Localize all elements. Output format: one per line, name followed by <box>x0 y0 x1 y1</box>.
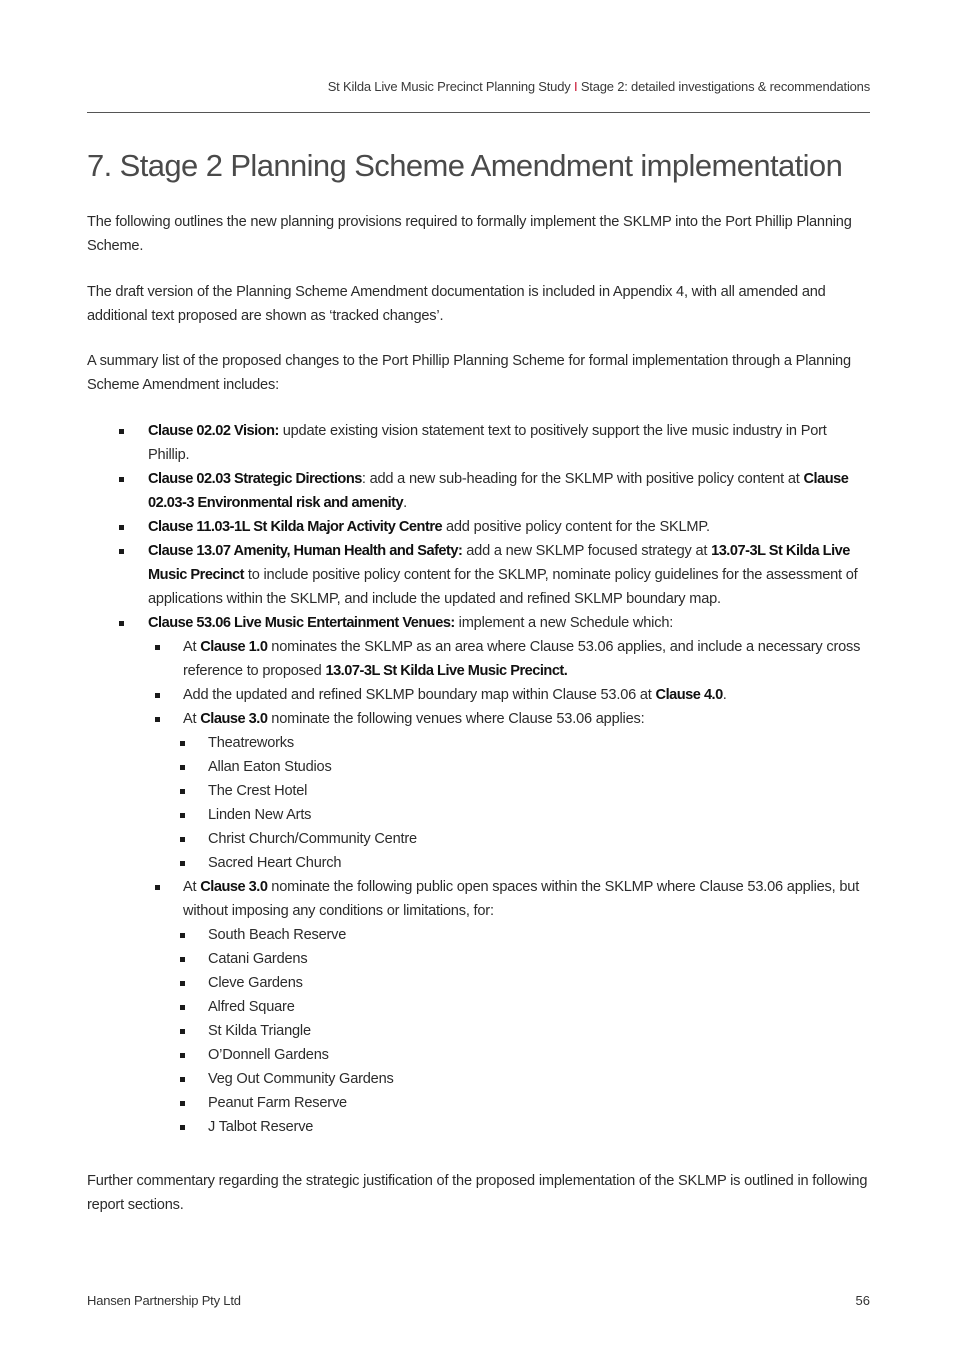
open-space-item: Alfred Square <box>183 995 870 1019</box>
list-item <box>87 419 870 467</box>
sublist-item <box>148 683 870 707</box>
paragraph-1: The following outlines the new planning provisions required to formally implement the SKLMP into the Port Phillip Planning Scheme. <box>87 214 852 254</box>
clause-text: update existing vision statement text to positively support the live music industry in Port Phillip. <box>148 423 827 463</box>
clause-text: add a new SKLMP focused strategy at <box>462 543 712 559</box>
clause-heading: Clause 02.02 Vision: <box>148 423 279 439</box>
sub-text: nominate the following venues where Clause 53.06 applies: <box>267 711 645 727</box>
schedule-sublist <box>148 635 870 1139</box>
clause-reference: 13.07-3L St Kilda Live Music Precinct <box>148 543 850 583</box>
clause-reference: Clause 3.0 <box>200 711 268 727</box>
footer-company: Hansen Partnership Pty Ltd <box>87 1293 241 1308</box>
clause-text: to include positive policy content for the SKLMP, nominate policy guidelines for the assessment of applications within the SKLMP, and include the updated and refined SKLMP boundary map. <box>148 567 858 607</box>
sublist-item <box>148 875 870 1139</box>
appendix-paragraph <box>87 280 870 328</box>
paragraph-closing: Further commentary regarding the strategic justification of the proposed implementation of the SKLMP is outlined in following report sections. <box>87 1173 868 1213</box>
open-space-item: O’Donnell Gardens <box>183 1043 870 1067</box>
clause-text: : add a new sub-heading for the SKLMP with positive policy content at <box>361 471 804 487</box>
paragraph-2: The draft version of the Planning Scheme Amendment documentation is included in Appendix 4, with all amended and additional text proposed are shown as ‘tracked changes’. <box>87 284 826 324</box>
venue-item: The Crest Hotel <box>183 779 870 803</box>
venue-item: Allan Eaton Studios <box>183 755 870 779</box>
open-spaces-list <box>183 923 870 1139</box>
clause-heading: Clause 53.06 Live Music Entertainment Venues: <box>148 615 455 631</box>
paragraph-3: A summary list of the proposed changes to the Port Phillip Planning Scheme for formal implementation through a Planning Scheme Amendment includes: <box>87 353 851 393</box>
sub-text: nominates the SKLMP as an area where Clause 53.06 applies, and include a necessary cross reference to proposed <box>183 639 861 679</box>
venue-item: Christ Church/Community Centre <box>183 827 870 851</box>
intro-paragraph <box>87 210 870 258</box>
clause-heading: Clause 11.03-1L St Kilda Major Activity Centre <box>148 519 443 535</box>
venue-item: Theatreworks <box>183 731 870 755</box>
open-space-item: Cleve Gardens <box>183 971 870 995</box>
clause-text: implement a new Schedule which: <box>454 615 674 631</box>
list-item <box>87 467 870 515</box>
clause-reference: Clause 3.0 <box>200 879 268 895</box>
sub-text: nominate the following public open spaces within the SKLMP where Clause 53.06 applies, but without imposing any conditions or limitations, for: <box>183 879 860 919</box>
list-item <box>87 611 870 1139</box>
running-header <box>328 79 870 94</box>
sub-text: Add the updated and refined SKLMP boundary map within Clause 53.06 at <box>183 687 656 703</box>
sub-text: At <box>183 879 201 895</box>
open-space-item: St Kilda Triangle <box>183 1019 870 1043</box>
sublist-item <box>148 707 870 875</box>
sub-text: At <box>183 711 201 727</box>
clause-text: . <box>403 495 408 511</box>
clause-reference: Clause 1.0 <box>200 639 268 655</box>
closing-paragraph <box>87 1169 870 1217</box>
open-space-item: J Talbot Reserve <box>183 1115 870 1139</box>
list-item <box>87 515 870 539</box>
summary-paragraph <box>87 349 870 397</box>
sub-text: At <box>183 639 201 655</box>
venue-item: Sacred Heart Church <box>183 851 870 875</box>
header-stage-title: Stage 2: detailed investigations & recommendations <box>580 79 870 94</box>
clause-reference: 13.07-3L St Kilda Live Music Precinct. <box>325 663 568 679</box>
clause-reference: Clause 4.0 <box>655 687 723 703</box>
clause-heading: Clause 02.03 Strategic Directions <box>148 471 362 487</box>
header-rule <box>87 112 870 113</box>
clause-reference: Clause 02.03-3 Environmental risk and amenity <box>148 471 849 511</box>
clause-heading: Clause 13.07 Amenity, Human Health and Safety: <box>148 543 463 559</box>
header-study-title: St Kilda Live Music Precinct Planning Study <box>327 79 571 94</box>
clause-text: add positive policy content for the SKLMP. <box>442 519 710 535</box>
venue-item: Linden New Arts <box>183 803 870 827</box>
header-separator: I <box>573 79 578 94</box>
open-space-item: South Beach Reserve <box>183 923 870 947</box>
list-item <box>87 539 870 611</box>
venues-list <box>183 731 870 875</box>
sublist-item <box>148 635 870 683</box>
open-space-item: Catani Gardens <box>183 947 870 971</box>
footer-page-number: 56 <box>855 1293 870 1308</box>
page-title: 7. Stage 2 Planning Scheme Amendment implementation <box>87 148 843 183</box>
open-space-item: Veg Out Community Gardens <box>183 1067 870 1091</box>
open-space-item: Peanut Farm Reserve <box>183 1091 870 1115</box>
changes-list <box>87 419 870 1139</box>
sub-text: . <box>722 687 727 703</box>
